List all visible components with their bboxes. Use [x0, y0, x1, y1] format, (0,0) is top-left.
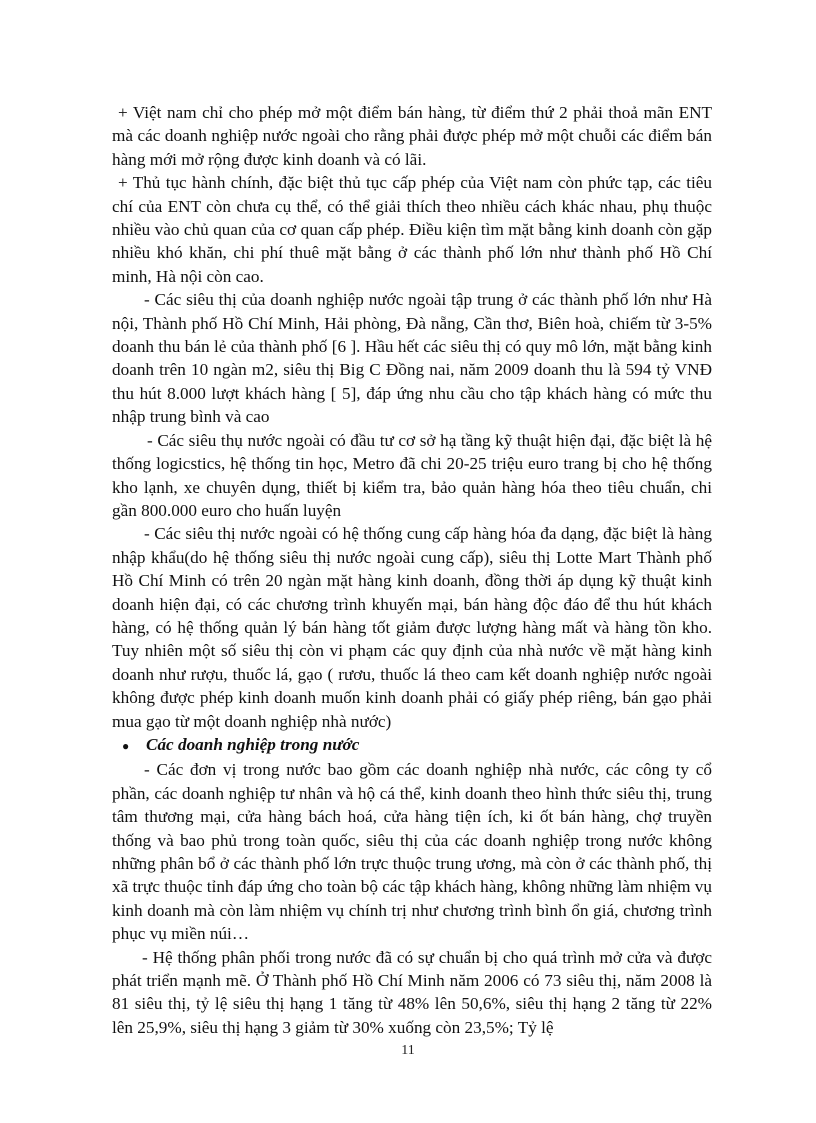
- document-body: [112, 101, 712, 1039]
- paragraph-domestic-units: - Các đơn vị trong nước bao gồm các doanh nghiệp nhà nước, các công ty cổ phần, các doanh nghiệp tư nhân và hộ cá thể, kinh doanh theo hình thức siêu thị, trung tâm thương mại, cửa hàng bách hoá, cửa hàng tiện ích, ki ốt bán hàng, chợ truyền thống và bao phủ trong toàn quốc, siêu thị của các doanh nghiệp trong nước không những phân bổ ở các thành phố lớn trực thuộc trung ương, mà còn ở các thành phố, thị xã trực thuộc tỉnh đáp ứng cho toàn bộ các tập khách hàng, không những làm nhiệm vụ kinh doanh mà còn làm nhiệm vụ chính trị như chương trình bình ổn giá, chương trình phục vụ miền núi…: [112, 760, 712, 944]
- bullet-icon: ●: [122, 738, 130, 753]
- section-heading-domestic: Các doanh nghiệp trong nước: [146, 734, 360, 754]
- paragraph-foreign-infrastructure: - Các siêu thụ nước ngoài có đầu tư cơ sở hạ tầng kỹ thuật hiện đại, đặc biệt là hệ thống logicstics, hệ thống tin học, Metro đã chi 20-25 triệu euro trang bị cho hệ thống kho lạnh, xe chuyên dụng, thiết bị kiểm tra, bảo quản hàng hóa theo tiêu chuẩn, chi gần 800.000 euro cho huấn luyện: [112, 430, 712, 520]
- paragraph-administrative-procedures: + Thủ tục hành chính, đặc biệt thủ tục cấp phép của Việt nam còn phức tạp, các tiêu chí của ENT còn chưa cụ thể, có thể giải thích theo nhiều cách khác nhau, phụ thuộc nhiều vào chủ quan của cơ quan cấp phép. Điều kiện tìm mặt bằng kinh doanh còn gặp nhiều khó khăn, chi phí thuê mặt bằng ở các thành phố lớn như thành phố Hồ Chí minh, Hà nội còn cao.: [112, 173, 712, 286]
- paragraph-foreign-goods-supply: - Các siêu thị nước ngoài có hệ thống cung cấp hàng hóa đa dạng, đặc biệt là hàng nhập khẩu(do hệ thống siêu thị nước ngoài cung cấp), siêu thị Lotte Mart Thành phố Hồ Chí Minh có trên 20 ngàn mặt hàng kinh doanh, đồng thời áp dụng kỹ thuật kinh doanh hiện đại, có các chương trình khuyến mại, bán hàng độc đáo để thu hút khách hàng, có hệ thống quản lý bán hàng tốt giảm được lượng hàng mất và hàng tồn kho. Tuy nhiên một số siêu thị còn vi phạm các quy định của nhà nước về mặt hàng kinh doanh như rượu, thuốc lá, gạo ( rươu, thuốc lá theo cam kết doanh nghiệp nước ngoài không được phép kinh doanh muốn kinh doanh phải có giấy phép riêng, bán gạo phải mua gạo từ một doanh nghiệp nhà nước): [112, 524, 712, 731]
- paragraph-foreign-supermarket-locations: - Các siêu thị của doanh nghiệp nước ngoài tập trung ở các thành phố lớn như Hà nội, Thành phố Hồ Chí Minh, Hải phòng, Đà nẵng, Cần thơ, Biên hoà, chiếm từ 3-5% doanh thu bán lẻ của thành phố [6 ]. Hầu hết các siêu thị có quy mô lớn, mặt bằng kinh doanh trên 10 ngàn m2, siêu thị Big C Đồng nai, năm 2009 doanh thu là 594 tỷ VNĐ thu hút 8.000 lượt khách hàng [ 5], đáp ứng nhu cầu cho tập khách hàng có mức thu nhập trung bình và cao: [112, 290, 712, 427]
- page-number: 11: [401, 1043, 415, 1058]
- section-bullet-heading: [112, 733, 712, 758]
- paragraph-domestic-distribution: - Hệ thống phân phối trong nước đã có sự chuẩn bị cho quá trình mở cửa và được phát triển mạnh mẽ. Ở Thành phố Hồ Chí Minh năm 2006 có 73 siêu thị, năm 2008 là 81 siêu thị, tỷ lệ siêu thị hạng 1 tăng từ 48% lên 50,6%, siêu thị hạng 2 tăng từ 22% lên 25,9%, siêu thị hạng 3 giảm từ 30% xuống còn 23,5%; Tỷ lệ: [112, 947, 712, 1037]
- paragraph-single-outlet-rule: + Việt nam chỉ cho phép mở một điểm bán hàng, từ điểm thứ 2 phải thoả mãn ENT mà các doanh nghiệp nước ngoài cho rằng phải được phép mở một chuỗi các điểm bán hàng mới mở rộng được kinh doanh và có lãi.: [112, 103, 712, 169]
